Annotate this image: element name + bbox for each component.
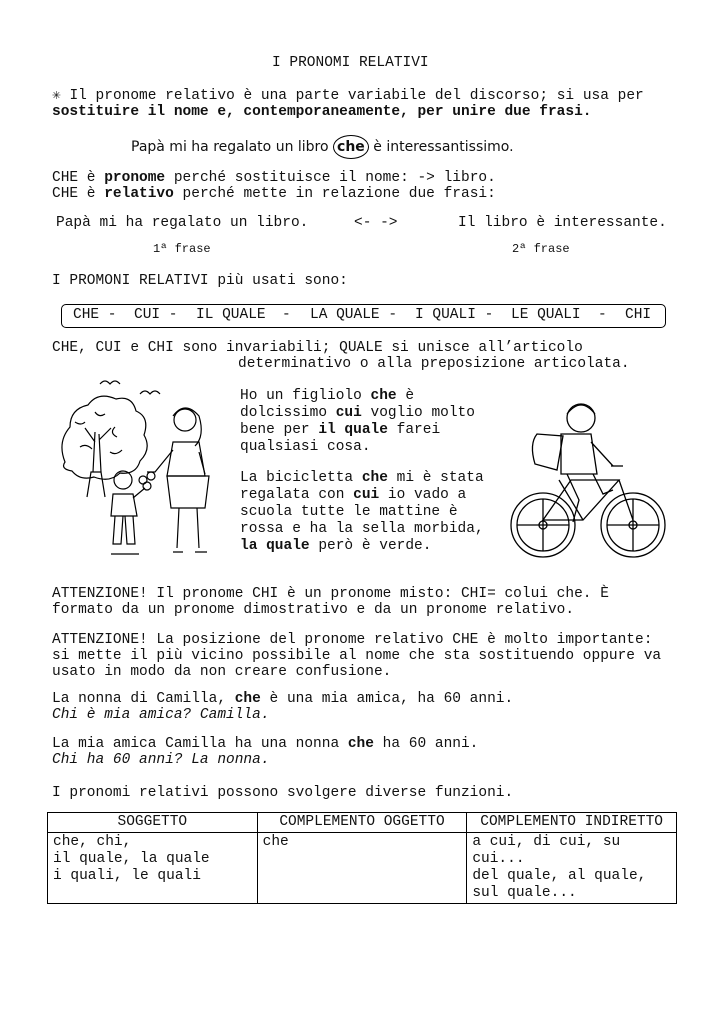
header-complemento-oggetto: COMPLEMENTO OGGETTO [257,813,467,833]
intro-line-1: ✳ Il pronome relativo è una parte variabile del discorso; si usa per [52,88,644,104]
cell-complemento-indiretto: a cui, di cui, su cui... del quale, al quale, sul quale... [467,833,677,904]
cell-soggetto: che, chi, il quale, la quale i quali, le quali [48,833,258,904]
frase-1-label: 1ª frase [153,242,211,256]
attention-2-line-2: si mette il più vicino possibile al nome che sta sostituendo oppure va [52,648,662,664]
circled-che: che [333,135,369,159]
example-sentence: Papà mi ha regalato un libro che è interessantissimo. [131,135,514,159]
sun-asterisk-icon: ✳ [52,88,61,104]
pronoun-i-quali: I QUALI - [415,307,494,323]
functions-intro: I pronomi relativi possono svolgere diverse funzioni. [52,785,514,801]
frase-2-label: 2ª frase [512,242,570,256]
question-amica: Chi ha 60 anni? La nonna. [52,752,270,768]
definition-pronome: CHE è pronome perché sostituisce il nome: -> libro. [52,170,496,186]
example-amica: La mia amica Camilla ha una nonna che ha 60 anni. [52,736,479,752]
pronoun-chi: CHI [625,307,652,323]
invariable-line-1: CHE, CUI e CHI sono invariabili; QUALE si unisce all’articolo [52,340,583,356]
pronoun-che: CHE - [73,307,117,323]
pronoun-cui: CUI - [134,307,178,323]
attention-1-line-1: ATTENZIONE! Il pronome CHI è un pronome misto: CHI= colui che. È [52,586,609,602]
intro-line-2: sostituire il nome e, contemporaneamente, per unire due frasi. [52,104,592,120]
invariable-line-2: determinativo o alla preposizione articolata. [238,356,630,372]
most-used-heading: I PROMONI RELATIVI più usati sono: [52,273,348,289]
attention-2-line-1: ATTENZIONE! La posizione del pronome relativo CHE è molto importante: [52,632,653,648]
pronoun-le-quali: LE QUALI [511,307,581,323]
pronouns-box [61,304,666,328]
header-complemento-indiretto: COMPLEMENTO INDIRETTO [467,813,677,833]
arrows: <- -> [354,215,398,231]
functions-table [47,812,677,904]
header-soggetto: SOGGETTO [48,813,258,833]
frase-1: Papà mi ha regalato un libro. [56,215,309,231]
pronoun-la-quale: LA QUALE - [310,307,398,323]
cell-complemento-oggetto: che [257,833,467,904]
page-title: I PRONOMI RELATIVI [272,55,429,71]
pronoun-dash: - [598,307,607,323]
boy-bicycle-illustration [503,390,673,570]
pronoun-dash: - [282,307,291,323]
example-paragraph-1: Ho un figliolo che è dolcissimo cui voglio molto bene per il quale farei qualsiasi cosa. [240,388,475,455]
definition-relativo: CHE è relativo perché mette in relazione due frasi: [52,186,496,202]
attention-2-line-3: usato in modo da non creare confusione. [52,664,392,680]
example-nonna: La nonna di Camilla, che è una mia amica, ha 60 anni. [52,691,514,707]
example-paragraph-2: La bicicletta che mi è stata regalata con cui io vado a scuola tutte le mattine è rossa e ha la sella morbida, la quale però è verde. [240,470,484,554]
attention-1-line-2: formato da un pronome dimostrativo e da un pronome relativo. [52,602,575,618]
question-nonna: Chi è mia amica? Camilla. [52,707,270,723]
mother-child-illustration [55,372,230,567]
pronoun-il-quale: IL QUALE [196,307,266,323]
frase-2: Il libro è interessante. [458,215,667,231]
